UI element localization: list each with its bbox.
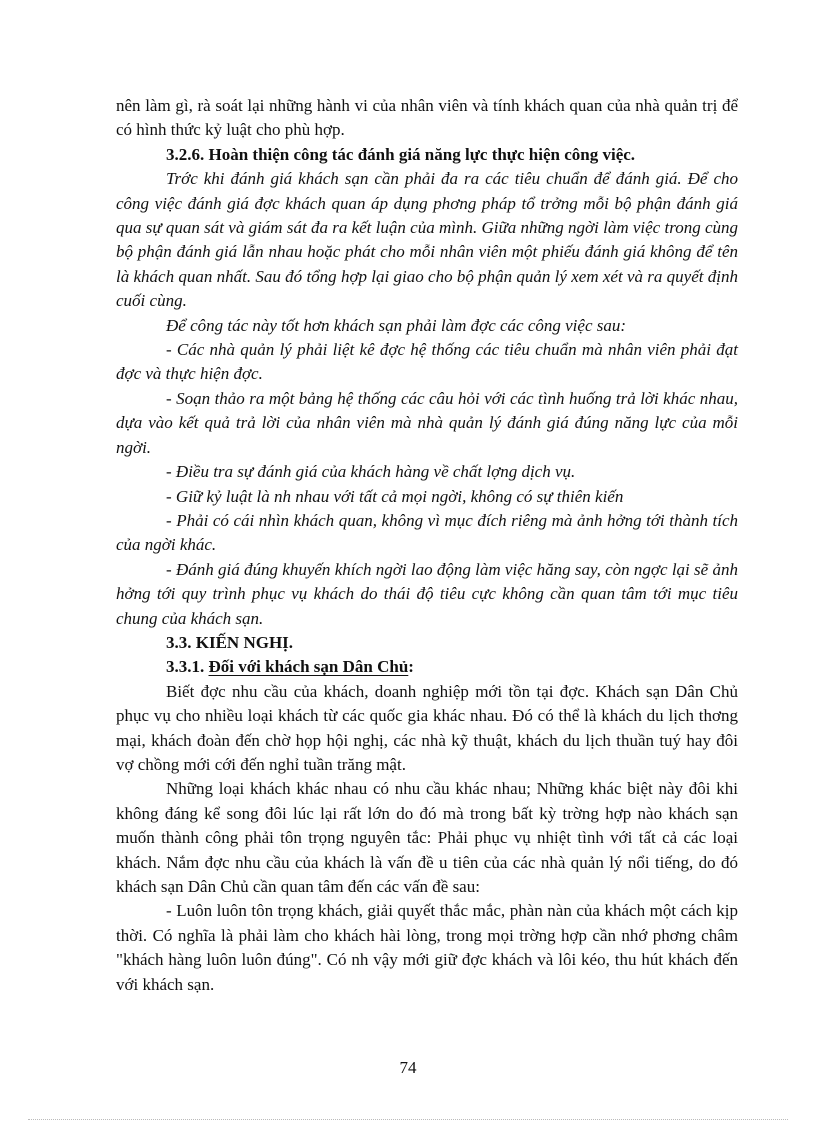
list-item: - Soạn thảo ra một bảng hệ thống các câu hỏi với các tình huống trả lời khác nhau, dựa vào kết quả trả lời của nhân viên mà nhà quản lý đánh giá đúng năng lực của mỗi ngời. <box>116 388 738 457</box>
section-heading-3-3: 3.3. KIẾN NGHỊ. <box>166 632 294 652</box>
section-heading-3-2-6: 3.2.6. Hoàn thiện công tác đánh giá năng lực thực hiện công việc. <box>166 144 636 164</box>
page-content <box>116 94 738 997</box>
body-paragraph: - Luôn luôn tôn trọng khách, giải quyết thắc mắc, phàn nàn của khách một cách kịp thời. Có nghĩa là phải làm cho khách hài lòng, trong mọi trờng hợp cần nhớ phơng châm "khách hàng luôn luôn đúng". Có nh vậy mới giữ đợc khách và lôi kéo, thu hút khách đến với khách sạn. <box>116 901 738 994</box>
list-item: - Điều tra sự đánh giá của khách hàng về chất lợng dịch vụ. <box>166 462 576 482</box>
list-item: - Các nhà quản lý phải liệt kê đợc hệ thống các tiêu chuẩn mà nhân viên phải đạt đợc và thực hiện đợc. <box>116 340 738 384</box>
section-heading-3-3-1 <box>116 655 738 679</box>
section-number: 3.3.1. <box>166 657 205 677</box>
list-item: - Đánh giá đúng khuyến khích ngời lao động làm việc hăng say, còn ngợc lại sẽ ảnh hởng tới quy trình phục vụ khách do thái độ tiêu cực không cần quan tâm tới mục tiêu chung của khách sạn. <box>116 559 738 628</box>
body-paragraph: Những loại khách khác nhau có nhu cầu khác nhau; Những khác biệt này đôi khi không đáng kể song đôi lúc lại rất lớn do đó mà trong bất kỳ trờng hợp nào khách sạn muốn thành công phải tôn trọng nguyên tắc: Phải phục vụ nhiệt tình với tất cả các loại khách. Nắm đợc nhu cầu của khách là vấn đề u tiên của các nhà quản lý nổi tiếng, do đó khách sạn Dân Chủ cần quan tâm đến các vấn đề sau: <box>116 779 738 896</box>
section-title-text: Đối với khách sạn Dân Chủ <box>208 657 409 677</box>
section-3-2-6-paragraph-1: Trớc khi đánh giá khách sạn cần phải đa ra các tiêu chuẩn để đánh giá. Để cho công việc đánh giá đợc khách quan áp dụng phơng pháp tổ trởng mỗi bộ phận đánh giá qua sự quan sát và giám sát đa ra kết luận của mình. Giữa những ngời làm việc trong cùng bộ phận đánh giá lẫn nhau hoặc phát cho mỗi nhân viên một phiếu đánh giá không để tên là khách quan nhất. Sau đó tổng hợp lại giao cho bộ phận quản lý xem xét và ra quyết định cuối cùng. <box>116 169 738 311</box>
list-item: - Phải có cái nhìn khách quan, không vì mục đích riêng mà ảnh hởng tới thành tích của ngời khác. <box>116 510 738 555</box>
section-title-suffix: : <box>408 657 414 677</box>
footer-divider <box>28 1119 788 1120</box>
body-paragraph: Biết đợc nhu cầu của khách, doanh nghiệp mới tồn tại đợc. Khách sạn Dân Chủ phục vụ cho nhiều loại khách từ các quốc gia khác nhau. Đó có thể là khách du lịch thơng mại, khách đoàn đến chờ họp hội nghị, các nhà kỹ thuật, khách du lịch thuần tuý hay đôi vợ chồng mới cới đến nghỉ tuần trăng mật. <box>116 681 738 774</box>
opening-paragraph: nên làm gì, rà soát lại những hành vi của nhân viên và tính khách quan của nhà quản trị để có hình thức kỷ luật cho phù hợp. <box>116 96 738 140</box>
list-item: - Giữ kỷ luật là nh nhau với tất cả mọi ngời, không có sự thiên kiến <box>166 486 624 506</box>
page-number: 74 <box>399 1058 417 1077</box>
section-3-2-6-paragraph-2: Để công tác này tốt hơn khách sạn phải làm đợc các công việc sau: <box>166 315 627 335</box>
